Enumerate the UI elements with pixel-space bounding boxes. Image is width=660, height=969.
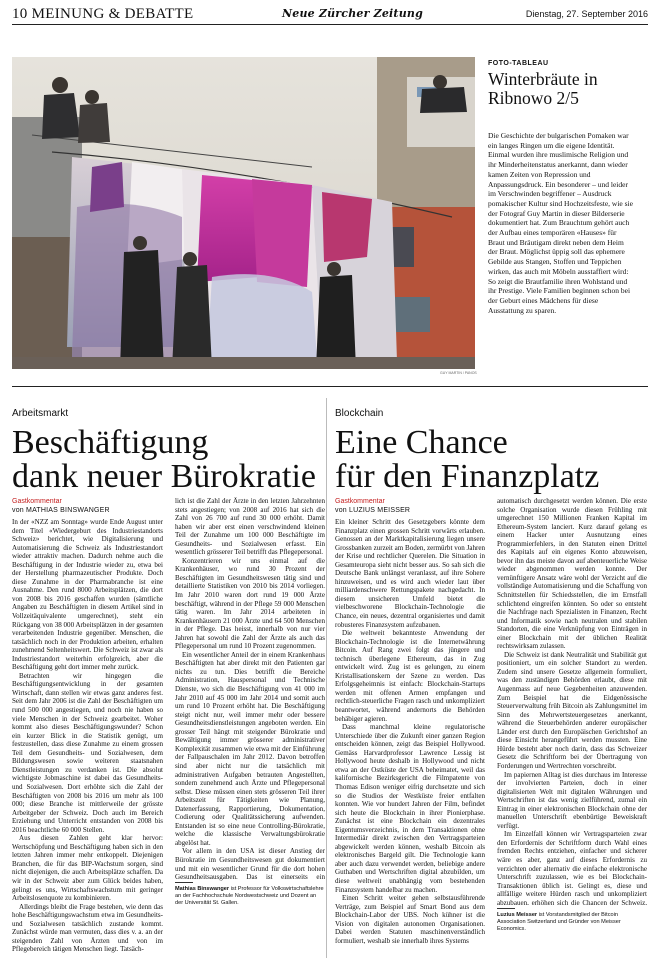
paragraph: In der «NZZ am Sonntag» wurde Ende August unter dem Titel «Wiedergeburt des Industriestandorts Schweiz» berichtet, wie Digitalisierung und Automatisierung die Schweiz als Industriestandort wieder attraktiv machen. Dadurch nehme auch die Beschäftigung in der Industrie wieder zu, etwa bei der Herstellung pharmazeutischer Produkte. Doch diese Zunahme in der Pharmabranche ist eine Ausnahme. Den rund 8000 Arbeitsplätzen, die dort von 2008 bis 2016 geschaffen wurden (sämtliche Angaben zu Beschäftigten in diesem Artikel sind in Vollzeitäquivalente umgerechnet), steht ein Rückgang von 38 000 Arbeitsplätzen in der gesamten verarbeitenden Industrie gegenüber. Menschen, die tatsächlich noch in der Produktion arbeiten, erhalten zunehmend Seltenheitswert. Die Schweiz ist zwar als Industriestandort weiterhin erfolgreich, aber die Beschäftigung geht dort immer mehr zurück.: [12, 518, 163, 672]
byline-prefix: von: [335, 507, 347, 514]
bio-name: Luzius Meisser: [497, 912, 538, 918]
paragraph: Die weltweit bekannteste Anwendung der Blockchain-Technologie ist die Internetwährung Bitcoin. Auf Rang zwei folgt das jüngere und technisch überlegene Ethereum, das in Zug entwickelt wird. Zug ist es gelungen, zu einem Kristallisationskern der Szene zu werden. Das Erfolgsgeheimnis ist einfach: Blockchain-Startups werden mit offenen Armen empfangen und rechtlich-steuerliche Fragen rasch und unkompliziert beantwortet, während andernorts die Behörden behäbiger agieren.: [335, 629, 485, 723]
bio-rule: [497, 908, 515, 909]
page-section: 10 MEINUNG & DEBATTE: [12, 6, 194, 22]
page-header: [12, 6, 648, 22]
article1-column-1: [12, 518, 163, 963]
paragraph: Ein wesentlicher Anteil der in einem Krankenhaus Beschäftigten hat aber direkt mit den Patienten gar nichts zu tun. Dies betrifft die Bereiche Administration, Hauspersonal und Technische Dienste, wo sich die Beschäftigung von 41 000 im Jahr 2010 auf 45 000 im Jahr 2014 und somit auch um rund 10 Prozent erhöht hat. Die Beschäftigung steigt nicht nur, weil immer mehr oder bessere Gesundheitsdienstleistungen angeboten werden. Ein grosser Teil hängt mit steigender Bürokratie und Bewältigung immer grösserer administrativer Komplexität zusammen wie etwa mit der Einführung der Fallpauschalen im Jahr 2012. Davon betroffen sind aber nicht nur die tatsächlich mit administrativen Aufgaben betrauten Angestellten, sondern zunehmend auch Ärzte und Pflegepersonal selbst. Diese müssen einen stets grösseren Teil ihrer Arbeitszeit für Tätigkeiten wie Planung, Datenerfassung, Rapportierung, Dokumentation, Codierung oder Qualitätssicherung aufwenden. Entstanden ist so eine neue Controlling-Bürokratie, welche die klassische Verwaltungsbürokratie abgelöst hat.: [175, 650, 325, 847]
paragraph: Im Einzelfall können wir Vertragsparteien zwar den Erfordernis der Schriftform durch Wahl eines fremden Rechts entziehen, einfacher und sicherer wäre es aber, ganz auf dieses Erfordernis zu verzichten oder alternativ die einfache elektronische Unterschrift zuzulassen, wie es bei Blockchain-Transaktionen üblich ist. Gelingt es, diese und allfällige weitere Hürden rasch und unkompliziert abzubauen, erhöhen sich die Chancen der Schweiz,: [497, 830, 647, 905]
paragraph: Vor allem in den USA ist dieser Anstieg der Bürokratie im Gesundheitswesen gut dokumentiert und mit ein wesentlicher Grund für die dort hohen Gesundheitsausgaben. Das ist einerseits ein: [175, 847, 325, 881]
paragraph: Ein kleiner Schritt des Gesetzgebers könnte dem Finanzplatz einen grossen Schritt vorwärts erlauben. Genossen an der Marktkapitalisierung liegen unsere Grossbanken zurzeit am Boden, zermürbt von Jahren der Krise und rechtlicher Querelen. Die Situation in Gesamteuropa sieht nicht besser aus. So sah sich die Deutsche Bank unlängst veranlasst, auf ihre Sohere hinzuweisen, und es wird auch wieder laut über milliardenschwere Rettungspakete nachgedacht. In diesem unsicheren Umfeld bietet die vielbeschworene Blockchain-Technologie die Chance, ein neues, dezentral organisiertes und damit robusteres Finanzsystem aufzubauen.: [335, 518, 485, 629]
paragraph: Die Schweiz ist dank Neutralität und Stabilität gut positioniert, um ein solcher Standort zu werden. Zudem sind unsere Gesetze allgemein formuliert, was den zuständigen Behörden erlaubt, diese mit Augenmass auf neue Gegebenheiten anzuwenden. Zum Beispiel hat die Eidgenössische Steuerverwaltung früh Bitcoin als Zahlungsmittel im Sinn des Mehrwertsteuergesetzes anerkannt, während die Steuerbehörden anderer europäischer Länder erst durch den Europäischen Gerichtshof an diese Einsicht herangeführt werden mussten. Eine Hürde besteht aber noch darin, dass das Schweizer Gesetz die Schriftform bei der Übertragung von Forderungen und Wertrechten vorschreibt.: [497, 650, 647, 770]
article2-headline-line2: für den Finanzplatz: [335, 458, 600, 495]
article2-gastkommentar-label: Gastkommentar: [335, 498, 385, 505]
article1-column-2: [175, 497, 325, 881]
masthead: Neue Zürcher Zeitung: [282, 7, 423, 20]
foto-tableau-title: Winterbräute in Ribnowo 2/5: [488, 69, 598, 108]
paragraph: Im papiernen Alltag ist dies durchaus im Interesse der involvierten Parteien, doch in einer digitalisierten Welt mit digitalen Währungen und Wertschriften ist das wenig zielführend, zumal ein Eintrag in einer elektronischen Blockchain ohne der manuellen Unterschrift ebenbürtige Beweiskraft verfügt.: [497, 770, 647, 830]
author-name: MATHIAS BINSWANGER: [26, 507, 110, 514]
paragraph: automatisch durchgesetzt werden können. Die erste solche Organisation wurde diesen Frühling mit umgerechnet 150 Millionen Franken Kapital im Ethereum-System lanciert. Kurz darauf gelang es einem Hacker unter Ausnutzung eines Programmierfehlers, in den Statuten einen Drittel des Kapitals auf ein eigenes Konto abzuweisen, bevor ihn das meiste davon auf abenteuerliche Weise wieder abgenommen werden konnte. Der vernünftigere Ansatz wäre wohl der Verzicht auf die vollständige Automatisierung und die Schaffung von Schnittstellen für Schiedsstellen, die im Ernstfall schlichtend eingreifen könnten. So oder so entsteht die Nachfrage nach Spezialisten in Finanzen, Recht und Informatik sowie nach neutralen und stabilen Standorten, die eine Verknüpfung von Einträgen in einer Blockchain mit der üblichen Realität rechtswirksam zulassen.: [497, 497, 647, 651]
bio-name: Mathias Binswanger: [175, 886, 230, 892]
bio-rule: [175, 882, 193, 883]
author-name: LUZIUS MEISSER: [349, 507, 411, 514]
photo-credit: GUY MARTIN / PANOS: [440, 371, 477, 375]
article1-gastkommentar-label: Gastkommentar: [12, 498, 62, 505]
paragraph: Konzentrieren wir uns einmal auf die Krankenhäuser, wo rund 30 Prozent der Beschäftigten im Gesundheitswesen tätig sind und detaillierte Statistiken von 2010 bis 2014 vorliegen. Im Jahr 2010 waren dort rund 19 000 Ärzte beschäftigt, während in der Pflege 59 000 Menschen tätig waren. Im Jahr 2014 arbeiteten in Krankenhäusern 21 000 Ärzte und 64 500 Menschen in der Pflege. Das heisst, innerhalb von nur vier Jahren hat sowohl die Zahl der Ärzte als auch das Pflegepersonal um rund 10 Prozent zugenommen.: [175, 556, 325, 651]
article1-headline-line2: dank neuer Bürokratie: [12, 458, 316, 495]
wedding-photo: [12, 57, 475, 369]
article1-byline: [12, 507, 110, 514]
article2-author-bio: [497, 912, 647, 933]
bio-text: ist Vorstandsmitglied der Bitcoin Association Switzerland und Gründer von Meisser Economics.: [497, 912, 621, 932]
article1-kicker: Arbeitsmarkt: [12, 408, 69, 419]
paragraph: lich ist die Zahl der Ärzte in den letzten Jahrzehnten stets angestiegen; von 2008 auf 2016 hat sich die Zahl von 26 700 auf rund 30 000 erhöht. Damit haben wir aber erst einen verschwindend kleinen Teil der Zunahme um 100 000 Beschäftigte im Gesundheits- und Sozialwesen erfasst. Ein wesentlich grösserer Teil betrifft das Pflegepersonal.: [175, 497, 325, 557]
paragraph: Einen Schritt weiter gehen selbstausführende Verträge, zum Beispiel auf Smart Bond aus dem Blockchain-Labor der UBS. Noch kühner ist die Vision von digitalen autonomen Organisationen. Dabei werden Statuten maschinenverständlich formuliert, weshalb sie innerhalb ihres Systems: [335, 894, 485, 945]
section-rule: [12, 386, 648, 387]
article2-headline-line1: Eine Chance: [335, 424, 508, 461]
paragraph: Betrachten wir hingegen die Beschäftigungsentwicklung in der gesamten Wirtschaft, dann stellen wir etwas ganz anderes fest. Seit dem Jahr 2006 ist die Zahl der Beschäftigten um rund 500 000 angestiegen, und noch nie haben so viele Menschen in der Schweiz gearbeitet. Woher kommt also dieses Beschäftigungswunder? Schon ein kurzer Blick in die Statistik genügt, um festzustellen, dass diese Zunahme zu einem grossen Teil dem Gesundheits- und Sozialwesen, dem Bildungswesen sowie weiteren staatsnahen Dienstleistungen zu verdanken ist. Die absolut wichtigste Jobmaschine ist dabei das Gesundheits- und Sozialwesen. Dort erhöhte sich die Zahl der Beschäftigten von 2008 bis 2016 um mehr als 100 000; diese Branche ist mittlerweile der grösste Arbeitgeber der Schweiz. Doch auch im Bereich Erziehung und Unterricht entstanden von 2008 bis 2016 beachtliche 60 000 Stellen.: [12, 671, 163, 834]
paragraph: Allerdings bleibt die Frage bestehen, wie denn das hohe Beschäftigungswachstum etwa im Gesundheits- und Sozialwesen tatsächlich zustande kommt. Zunächst würde man vermuten, dass dies v. a. an der steigenden Zahl von Ärzten und von im Pflegebereich tätigen Menschen liegt. Tatsäch-: [12, 902, 163, 954]
foto-tableau-text: Die Geschichte der bulgarischen Pomaken war ein langes Ringen um die eigene Identität. Einmal wurden ihre muslimische Religion und ihr Minderheitenstatus anerkannt, dann wieder kamen Zeiten von Repression und Anpassungsdruck. Ein besonderer – und leider im Verschwinden begriffener – Ausdruck pomakischer Kultur sind Hochzeitsfeste, wie sie der Fotograf Guy Martin in dieser Bilderserie dokumentiert hat. Zum Brauchtum gehört auch der Aufbau eines temporären «Hauses» für Braut und Bräutigam direkt neben dem Heim der Braut. Möglichst üppig soll das ephemere Gebilde aus Stangen, Stoffen und Teppichen wirken, das auch mit Möbeln ausstaffiert wird: So zeigt die Brautfamilie ihren Wohlstand und ihr Prestige. Viele Familien beginnen schon bei der Geburt eines Mädchens für diese Ausstattung zu sparen.: [488, 131, 633, 315]
article1-headline-line1: Beschäftigung: [12, 424, 209, 461]
article2-kicker: Blockchain: [335, 408, 384, 419]
article2-byline: [335, 507, 410, 514]
byline-prefix: von: [12, 507, 24, 514]
column-divider: [326, 398, 327, 958]
foto-tableau-tag: FOTO-TABLEAU: [488, 60, 549, 67]
article2-column-1: [335, 518, 485, 963]
paragraph: Dass manchmal kleine regulatorische Unterschiede über die Zukunft einer ganzen Region entscheiden können, zeigt das Beispiel Hollywood. Gemäss Harvardprofessor Lawrence Lessig ist Hollywood heute deshalb in Hollywood und nicht etwa an der Ostküste der USA beheimatet, weil das kalifornische Bezirksgericht die Filmpatente von Thomas Edison weniger eifrig durchsetzte und sich so die Studios der Westküste freier entfalten konnten. Wie vor hundert Jahren der Film, befindet sich heute die Blockchain in ihrer Pionierphase. Zunächst ist eine Blockchain ein dezentrales Eigentumsverzeichnis, in dem Transaktionen ohne Intermediär direkt zwischen den Vertragsparteien abgewickelt werden können, weshalb Bitcoin als elektronisches Bargeld gilt. Die Technologie kann aber auch dazu verwendet werden, beliebige andere Guthaben und Wertschriften digital abzubilden, um diese weltweit unabhängig vom bestehenden Finanzsystem handelbar zu machen.: [335, 723, 485, 894]
article2-column-2: [497, 497, 647, 905]
header-rule: [12, 24, 648, 25]
issue-date: Dienstag, 27. September 2016: [525, 9, 648, 19]
article1-author-bio: [175, 886, 325, 907]
bio-text: ist Professor für Volkswirtschaftslehre an der Fachhochschule Nordwestschweiz und Dozent an der Universität St. Gallen.: [175, 886, 324, 906]
paragraph: Aus diesen Zahlen geht klar hervor: Wertschöpfung und Beschäftigung haben sich in den letzten Jahren immer mehr entkoppelt. Diejenigen Branchen, die für das BIP-Wachstum sorgen, sind nicht diejenigen, die auch Arbeitsplätze schaffen. Da wir in der Schweiz aber zum Glück beides haben, gelingt es uns, Wirtschaftswachstum mit geringer Arbeitslosenquote zu kombinieren.: [12, 834, 163, 903]
